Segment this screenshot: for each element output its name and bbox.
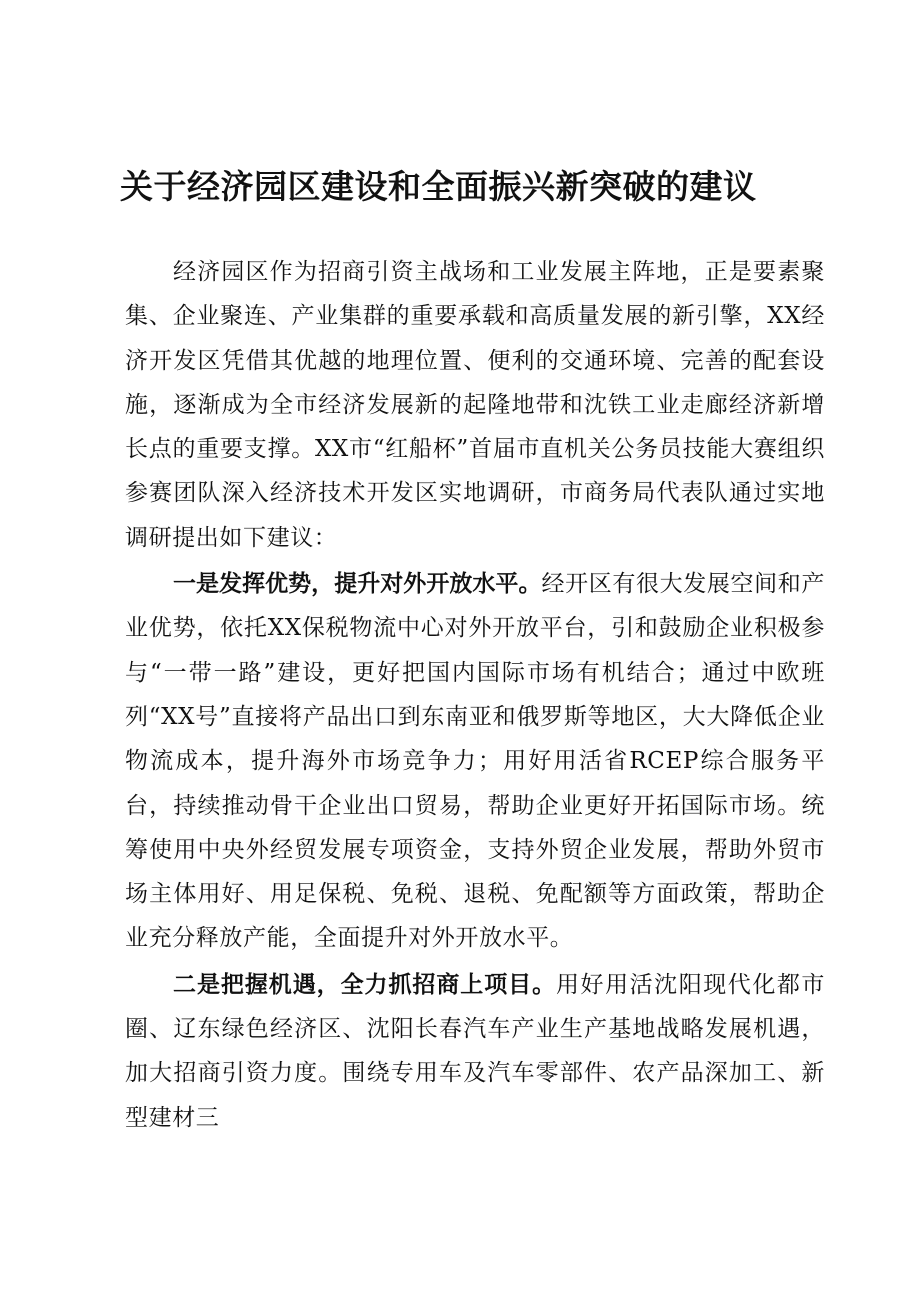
document-body xyxy=(125,250,825,1140)
paragraph-text: 用好用活沈阳现代化都市圈、辽东绿色经济区、沈阳长春汽车产业生产基地战略发展机遇，加大招商引资力度。围绕专用车及汽车零部件、农产品深加工、新型建材三 xyxy=(125,971,825,1131)
paragraph-suggestion-2 xyxy=(125,963,825,1140)
paragraph-intro xyxy=(125,250,825,560)
paragraph-text: 经开区有很大发展空间和产业优势，依托XX保税物流中心对外开放平台，引和鼓励企业积极参与“一带一路”建设，更好把国内国际市场有机结合；通过中欧班列“XX号”直接将产品出口到东南亚和俄罗斯等地区，大大降低企业物流成本，提升海外市场竞争力；用好用活省RCEP综合服务平台，持续推动骨干企业出口贸易，帮助企业更好开拓国际市场。统筹使用中央外经贸发展专项资金，支持外贸企业发展，帮助外贸市场主体用好、用足保税、免税、退税、免配额等方面政策，帮助企业充分释放产能，全面提升对外开放水平。 xyxy=(125,571,826,952)
paragraph-lead: 一是发挥优势，提升对外开放水平。 xyxy=(173,571,542,598)
paragraph-suggestion-1 xyxy=(125,562,825,961)
paragraph-lead: 二是把握机遇，全力抓招商上项目。 xyxy=(173,971,557,998)
paragraph-text: 经济园区作为招商引资主战场和工业发展主阵地，正是要素聚集、企业聚连、产业集群的重要承载和高质量发展的新引擎，XX经济开发区凭借其优越的地理位置、便利的交通环境、完善的配套设施，逐渐成为全市经济发展新的起隆地带和沈铁工业走廊经济新增长点的重要支撑。XX市“红船杯”首届市直机关公务员技能大赛组织参赛团队深入经济技术开发区实地调研，市商务局代表队通过实地调研提出如下建议： xyxy=(125,259,825,551)
document-title: 关于经济园区建设和全面振兴新突破的建议 xyxy=(120,167,757,206)
